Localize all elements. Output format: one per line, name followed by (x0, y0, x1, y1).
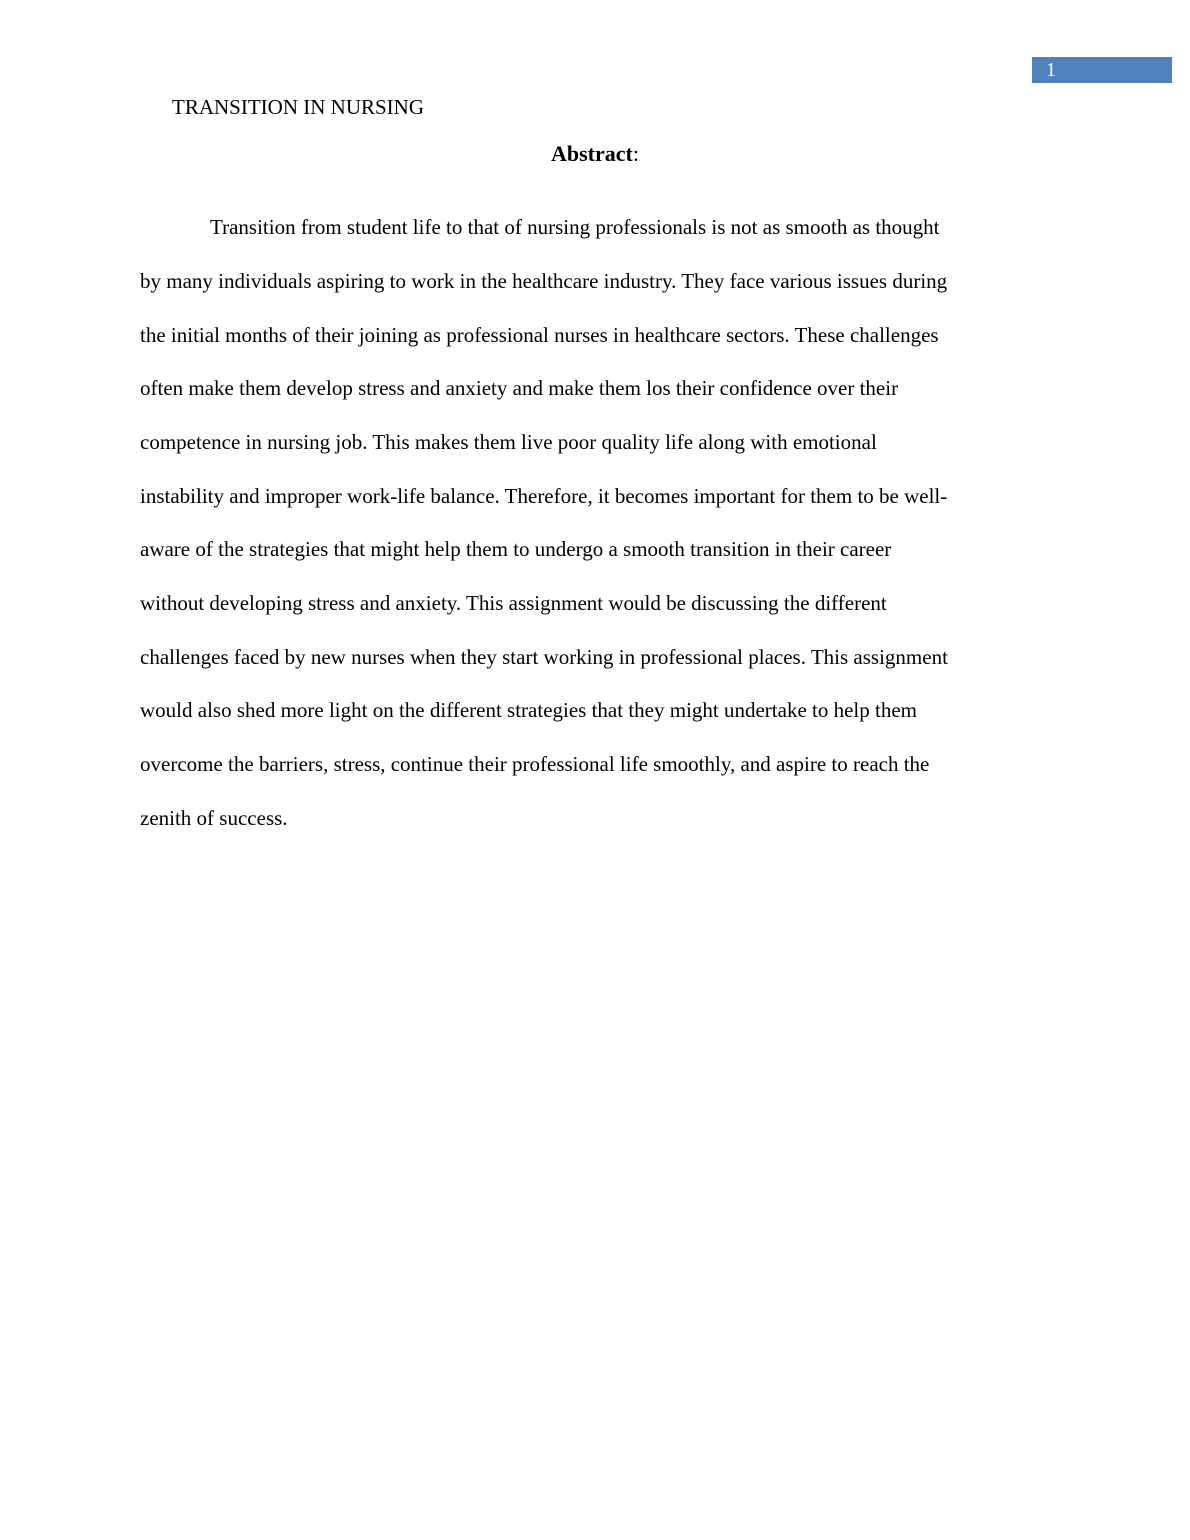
abstract-line: by many individuals aspiring to work in the healthcare industry. They face various issues during (140, 269, 948, 293)
abstract-line: zenith of success. (140, 806, 288, 830)
page-number-box: 1 (1032, 57, 1172, 83)
abstract-line: often make them develop stress and anxiety and make them los their confidence over their (140, 376, 899, 400)
abstract-line: instability and improper work-life balance. Therefore, it becomes important for them to be well- (140, 484, 948, 508)
abstract-heading-colon: : (632, 141, 639, 166)
abstract-heading (0, 140, 1190, 168)
abstract-line: would also shed more light on the different strategies that they might undertake to help them (140, 698, 918, 722)
running-head: TRANSITION IN NURSING (172, 95, 424, 119)
abstract-line: without developing stress and anxiety. This assignment would be discussing the different (140, 591, 887, 615)
abstract-line: overcome the barriers, stress, continue their professional life smoothly, and aspire to reach the (140, 752, 930, 776)
abstract-line: aware of the strategies that might help them to undergo a smooth transition in their career (140, 537, 892, 561)
abstract-line: Transition from student life to that of nursing professionals is not as smooth as thought (210, 215, 940, 239)
abstract-heading-label: Abstract (551, 141, 633, 166)
abstract-line: competence in nursing job. This makes them live poor quality life along with emotional (140, 430, 877, 454)
abstract-line: challenges faced by new nurses when they start working in professional places. This assignment (140, 645, 948, 669)
abstract-line: the initial months of their joining as professional nurses in healthcare sectors. These challenges (140, 323, 939, 347)
